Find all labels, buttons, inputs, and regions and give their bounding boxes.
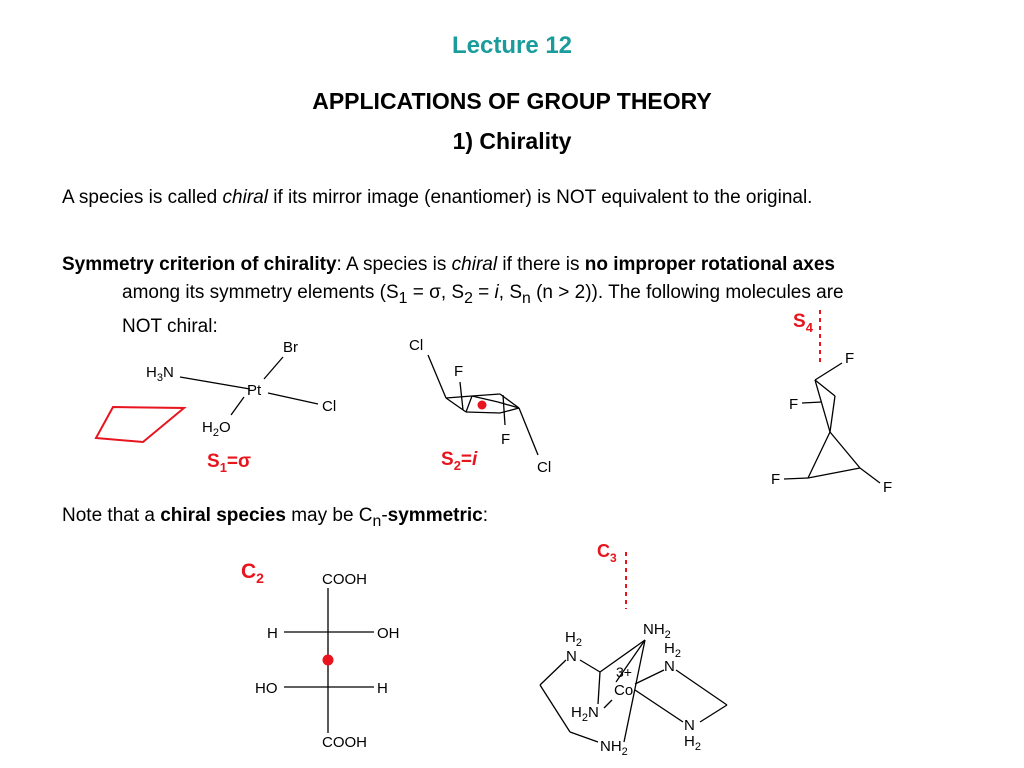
lecture-title: Lecture 12: [451, 32, 573, 59]
pt-complex-molecule: [96, 339, 336, 442]
group-ho: HO: [255, 680, 278, 697]
atom-f: F: [454, 363, 464, 380]
group-nh2: $NH_2$: [643, 621, 671, 641]
text: among its symmetry elements (S: [122, 282, 399, 303]
group-oh: OH: [377, 625, 400, 642]
atom-co: Co: [614, 682, 634, 699]
subscript: n: [522, 289, 531, 307]
criterion-line-3: NOT chiral:: [122, 315, 218, 337]
group-h3n: $H_3N$: [146, 364, 174, 384]
subscript: n: [372, 512, 382, 530]
note-emphasis: chiral species: [160, 505, 286, 526]
text: = σ, S: [407, 282, 465, 303]
atom-cl: Cl: [322, 398, 337, 415]
mirror-plane-icon: [96, 407, 184, 442]
text: : A species is: [336, 254, 452, 275]
text: =: [472, 282, 495, 303]
c2-axis-dot: [323, 655, 334, 666]
spiropentane-molecule: [784, 363, 880, 483]
term-chiral: chiral: [222, 187, 268, 208]
atom-cl: Cl: [537, 459, 552, 476]
group-nh2: $NH_2$: [600, 738, 628, 758]
atom-pt: Pt: [247, 382, 262, 399]
subscript: 1: [398, 289, 408, 307]
group-h2o: $H_2O$: [202, 419, 231, 439]
atom-h: H: [267, 625, 278, 642]
criterion-term: Symmetry criterion of chirality: [62, 254, 337, 275]
atom-f: F: [845, 350, 855, 367]
atom-n: N: [664, 658, 675, 675]
charge-label: 3+: [616, 664, 632, 680]
text: if its mirror image (enantiomer) is NOT equivalent to the original.: [267, 187, 813, 208]
section-heading: APPLICATIONS OF GROUP THEORY: [312, 88, 712, 114]
atom-f: F: [883, 479, 893, 496]
text: -: [381, 505, 388, 526]
note-emphasis-symmetric: symmetric: [387, 505, 483, 526]
atom-n: N: [566, 648, 577, 665]
atom-br: Br: [283, 339, 298, 356]
atom-n: N: [684, 717, 695, 734]
term-chiral: chiral: [451, 254, 498, 275]
atom-f: F: [789, 396, 799, 413]
subscript: 2: [464, 289, 473, 307]
text: A species is called: [62, 187, 223, 208]
atom-f: F: [771, 471, 781, 488]
group-cooh: COOH: [322, 734, 367, 751]
atom-h: H: [377, 680, 388, 697]
criterion-emphasis: no improper rotational axes: [584, 254, 835, 275]
text: (n > 2)). The following molecules are: [530, 282, 844, 303]
text: may be C: [285, 505, 373, 526]
inversion-symbol: i: [494, 282, 499, 303]
text: :: [482, 505, 489, 526]
label-s2: $S_2=i$: [441, 449, 478, 473]
group-cooh: COOH: [322, 571, 367, 588]
label-s1: $S_1=\sigma$: [207, 451, 252, 475]
label-c2: $C_2$: [241, 560, 264, 586]
text: if there is: [497, 254, 585, 275]
inversion-center-dot: [478, 401, 487, 410]
group-h2: $H_2$: [684, 733, 701, 753]
atom-cl: Cl: [409, 337, 424, 354]
label-s4: $S_4$: [793, 311, 813, 335]
atom-f: F: [501, 431, 511, 448]
label-c3: $C_3$: [597, 541, 617, 565]
group-h2n: $H_2N$: [571, 704, 599, 724]
group-h2: $H_2$: [664, 640, 681, 660]
text: Note that a: [62, 505, 161, 526]
group-h2: $H_2$: [565, 629, 582, 649]
text: , S: [498, 282, 523, 303]
subsection-heading: 1) Chirality: [452, 128, 572, 154]
